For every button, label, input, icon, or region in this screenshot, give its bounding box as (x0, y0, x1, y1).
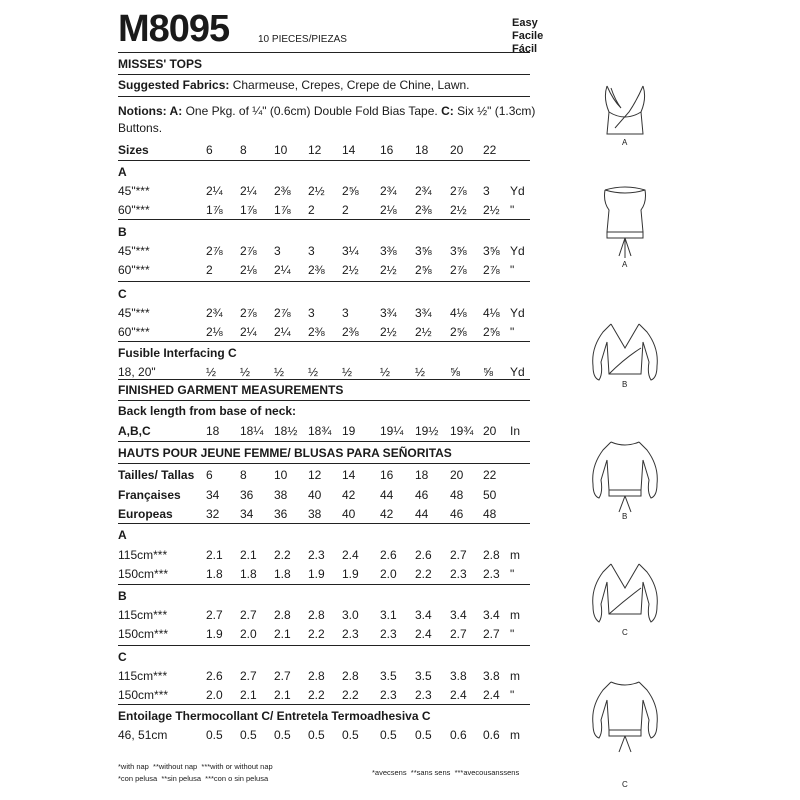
table-cell: 6 (206, 143, 213, 157)
table-cell: 2.1 (274, 688, 291, 702)
table-cell: 8 (240, 468, 247, 482)
table-row (118, 589, 538, 604)
table-cell: 19 (342, 424, 356, 438)
table-cell: 3.8 (450, 669, 467, 683)
notions-line2: Buttons. (118, 121, 163, 135)
unit-cell: Yd (510, 306, 525, 320)
table-cell: 2.8 (274, 608, 291, 622)
footnotes-en (118, 762, 273, 772)
back-length-label: Back length from base of neck: (118, 404, 297, 418)
table-cell: 2⅞ (206, 244, 223, 258)
row-label: B (118, 225, 127, 239)
table-cell: 18 (415, 143, 429, 157)
table-cell: 2.8 (483, 548, 500, 562)
page-title: MISSES' TOPS (118, 57, 202, 71)
notions (118, 104, 535, 118)
table-row (118, 244, 538, 259)
table-cell: ½ (240, 365, 251, 379)
row-label: 60"*** (118, 325, 150, 339)
table-row (118, 608, 538, 623)
table-cell: 6 (206, 468, 213, 482)
row-label: 115cm*** (118, 548, 168, 562)
table-row (118, 709, 538, 724)
row-label: 60"*** (118, 263, 150, 277)
notions-c-label: C: (441, 104, 454, 118)
view-b-back-illustration (585, 436, 665, 520)
unit-cell: " (510, 263, 515, 277)
table-cell: 1.9 (206, 627, 223, 641)
table-cell: 2½ (308, 184, 325, 198)
table-cell: 2½ (450, 203, 467, 217)
table-row (118, 468, 538, 483)
table-cell: 3.0 (342, 608, 359, 622)
table-cell: 40 (342, 507, 356, 521)
row-label: 150cm*** (118, 688, 169, 702)
table-divider (118, 584, 530, 585)
table-cell: 48 (483, 507, 497, 521)
table-cell: 2½ (342, 263, 359, 277)
table-cell: 2⅞ (483, 263, 500, 277)
table-cell: 2¼ (274, 263, 291, 277)
table-cell: 3.5 (380, 669, 397, 683)
footnote-fr-2: **sans sens (410, 768, 451, 777)
table-cell: 2⅞ (240, 306, 257, 320)
table-cell: 14 (342, 143, 356, 157)
table-cell: ½ (415, 365, 426, 379)
unit-cell: Yd (510, 365, 525, 379)
table-cell: 2¼ (240, 325, 257, 339)
table-cell: 2.3 (483, 567, 500, 581)
table-cell: 0.5 (274, 728, 291, 742)
table-row (118, 165, 538, 180)
row-label: Tailles/ Tallas (118, 468, 195, 482)
table-cell: 2.4 (342, 548, 359, 562)
row-label: 45"*** (118, 184, 150, 198)
table-cell: 2⅞ (240, 244, 257, 258)
table-cell: 2⅝ (342, 184, 359, 198)
footnote-fr-1: *avecsens (372, 768, 407, 777)
table-cell: 3⅝ (450, 244, 467, 258)
table-cell: 2½ (380, 325, 397, 339)
table-row (118, 143, 538, 158)
table-cell: 3.5 (415, 669, 432, 683)
table-cell: 2⅝ (450, 325, 467, 339)
table-row (118, 650, 538, 665)
table-cell: 0.5 (206, 728, 223, 742)
table-cell: 3⅜ (380, 244, 397, 258)
unit-cell: m (510, 669, 520, 683)
unit-cell: In (510, 424, 521, 438)
table-cell: 3¾ (380, 306, 397, 320)
table-cell: 44 (415, 507, 429, 521)
table-cell: 12 (308, 143, 322, 157)
table-cell: 42 (380, 507, 394, 521)
table-cell: 3.4 (450, 608, 467, 622)
unit-cell: " (510, 203, 515, 217)
table-cell: 3¾ (415, 306, 432, 320)
table-cell: 2⅜ (308, 325, 325, 339)
table-row (118, 424, 538, 439)
table-cell: 0.5 (415, 728, 432, 742)
table-cell: 12 (308, 468, 322, 482)
table-cell: 3.8 (483, 669, 500, 683)
table-cell: 18½ (274, 424, 298, 438)
table-cell: 3 (274, 244, 281, 258)
table-cell: 2⅞ (274, 306, 291, 320)
table-cell: 1.9 (308, 567, 325, 581)
table-cell: 1.8 (240, 567, 257, 581)
table-cell: 2.0 (240, 627, 257, 641)
table-cell: 3 (308, 306, 315, 320)
table-cell: ½ (380, 365, 391, 379)
table-cell: ⅝ (483, 365, 494, 379)
table-cell: 18¼ (240, 424, 264, 438)
view-a-back-illustration (585, 180, 665, 270)
table-cell: 34 (206, 488, 220, 502)
table-cell: 2.4 (415, 627, 432, 641)
table-cell: 0.5 (308, 728, 325, 742)
table-cell: 4⅛ (483, 306, 500, 320)
table-cell: 2.2 (308, 627, 325, 641)
row-label: Françaises (118, 488, 181, 502)
footnote-fr-3: ***avecousanssens (454, 768, 520, 777)
table-cell: 46 (415, 488, 429, 502)
table-cell: 2.7 (274, 669, 291, 683)
view-label-3: B (622, 380, 628, 389)
table-cell: 2.7 (206, 608, 223, 622)
table-cell: 3 (308, 244, 315, 258)
table-cell: 3⅝ (415, 244, 432, 258)
table-cell: 2¾ (206, 306, 223, 320)
table-cell: 2⅝ (415, 263, 432, 277)
row-label: Europeas (118, 507, 173, 521)
table-cell: ½ (308, 365, 319, 379)
table-cell: 2.3 (342, 627, 359, 641)
footnote-es-2: **sin pelusa (161, 774, 201, 783)
table-divider (118, 160, 530, 161)
table-cell: 2.2 (274, 548, 291, 562)
table-cell: ½ (342, 365, 353, 379)
table-cell: 2½ (483, 203, 500, 217)
row-label: 45"*** (118, 244, 150, 258)
row-label: 18, 20" (118, 365, 156, 379)
table-cell: 1.8 (206, 567, 223, 581)
table-cell: 2.8 (308, 608, 325, 622)
row-label: 150cm*** (118, 567, 169, 581)
table-row (118, 567, 538, 582)
notions-label: Notions: A: (118, 104, 183, 118)
unit-cell: " (510, 567, 515, 581)
table-cell: 40 (308, 488, 322, 502)
table-cell: 2¾ (415, 184, 432, 198)
table-cell: ⅝ (450, 365, 461, 379)
table-cell: 2⅞ (450, 263, 467, 277)
table-cell: 2⅜ (415, 203, 432, 217)
table-row (118, 203, 538, 218)
difficulty-en: Easy (512, 17, 538, 29)
row-label: Fusible Interfacing C (118, 346, 237, 360)
table-cell: 2.2 (415, 567, 432, 581)
table-cell: 2.6 (380, 548, 397, 562)
table-cell: 2.0 (380, 567, 397, 581)
table-row (118, 488, 538, 503)
table-cell: 36 (274, 507, 288, 521)
unit-cell: m (510, 548, 520, 562)
notions-c-text: Six ½" (1.3cm) (457, 104, 536, 118)
table-cell: 34 (240, 507, 254, 521)
table-cell: 2⅛ (240, 263, 257, 277)
table-cell: 1⅞ (240, 203, 257, 217)
table-cell: 3.1 (380, 608, 397, 622)
view-label-5: C (622, 628, 628, 637)
table-cell: 2⅛ (380, 203, 397, 217)
table-cell: 2.2 (342, 688, 359, 702)
unit-cell: Yd (510, 244, 525, 258)
view-label-1: A (622, 138, 628, 147)
row-label: C (118, 287, 127, 301)
table-row (118, 365, 538, 380)
view-label-6: C (622, 780, 628, 789)
table-cell: 2.4 (450, 688, 467, 702)
table-row (118, 346, 538, 361)
table-cell: 2.7 (240, 669, 257, 683)
table-row (118, 306, 538, 321)
unit-cell: m (510, 728, 520, 742)
table-cell: 2 (308, 203, 315, 217)
table-row (118, 548, 538, 563)
table-cell: 3 (342, 306, 349, 320)
table-row (118, 627, 538, 642)
table-cell: 2 (342, 203, 349, 217)
pieces-count: 10 PIECES/PIEZAS (258, 34, 347, 45)
table-divider (118, 523, 530, 524)
table-cell: 2.3 (415, 688, 432, 702)
row-label: A (118, 165, 127, 179)
table-cell: 18 (206, 424, 220, 438)
table-cell: 16 (380, 143, 394, 157)
table-cell: 2 (206, 263, 213, 277)
row-label: 150cm*** (118, 627, 169, 641)
table-cell: 10 (274, 468, 288, 482)
table-cell: 3.4 (483, 608, 500, 622)
table-cell: 2⅛ (206, 325, 223, 339)
footnote-en-1: *with nap (118, 762, 149, 771)
table-cell: 1.8 (274, 567, 291, 581)
table-cell: 3⅝ (483, 244, 500, 258)
table-cell: 19½ (415, 424, 439, 438)
table-cell: 2¼ (274, 325, 291, 339)
table-cell: 2⅜ (342, 325, 359, 339)
view-label-4: B (622, 512, 628, 521)
table-cell: 2½ (380, 263, 397, 277)
table-cell: 1⅞ (206, 203, 223, 217)
unit-cell: " (510, 627, 515, 641)
table-cell: 42 (342, 488, 356, 502)
table-cell: 8 (240, 143, 247, 157)
table-row (118, 528, 538, 543)
table-cell: 48 (450, 488, 464, 502)
table-cell: 19¾ (450, 424, 474, 438)
table-cell: 2.2 (308, 688, 325, 702)
row-label: Sizes (118, 143, 149, 157)
table-row (118, 688, 538, 703)
table-cell: 20 (450, 468, 464, 482)
view-c-back-illustration (585, 676, 665, 766)
footnotes-es (118, 774, 268, 784)
footnote-en-2: **without nap (153, 762, 198, 771)
footnotes-fr (372, 768, 519, 778)
table-divider (118, 379, 530, 380)
table-cell: 4⅛ (450, 306, 467, 320)
table-cell: 2.1 (206, 548, 223, 562)
table-cell: ½ (206, 365, 217, 379)
table-cell: 3.4 (415, 608, 432, 622)
table-cell: 2.3 (380, 688, 397, 702)
table-cell: 2¼ (240, 184, 257, 198)
table-row (118, 325, 538, 340)
unit-cell: " (510, 325, 515, 339)
view-label-2: A (622, 260, 628, 269)
footnote-es-3: ***con o sin pelusa (205, 774, 269, 783)
row-label: 60"*** (118, 203, 150, 217)
table-cell: 2⅞ (450, 184, 467, 198)
table-cell: 2.4 (483, 688, 500, 702)
table-cell: 2.6 (206, 669, 223, 683)
row-label: C (118, 650, 127, 664)
table-cell: 38 (308, 507, 322, 521)
table-cell: 2.8 (308, 669, 325, 683)
table-cell: 32 (206, 507, 220, 521)
table-cell: 2.1 (240, 688, 257, 702)
table-cell: 2.7 (450, 548, 467, 562)
unit-cell: m (510, 608, 520, 622)
table-cell: 2.8 (342, 669, 359, 683)
row-label: Entoilage Thermocollant C/ Entretela Termoadhesiva C (118, 709, 431, 723)
unit-cell: Yd (510, 184, 525, 198)
table-row (118, 669, 538, 684)
table-cell: 46 (450, 507, 464, 521)
table-cell: 16 (380, 468, 394, 482)
table-cell: 1.9 (342, 567, 359, 581)
notions-text: One Pkg. of ¼" (0.6cm) Double Fold Bias Tape. (185, 104, 438, 118)
table-row (118, 225, 538, 240)
french-heading: HAUTS POUR JEUNE FEMME/ BLUSAS PARA SEÑORITAS (118, 446, 452, 460)
table-cell: 2.7 (240, 608, 257, 622)
table-cell: 1⅞ (274, 203, 291, 217)
table-cell: 0.5 (342, 728, 359, 742)
table-cell: 0.5 (240, 728, 257, 742)
finished-heading: FINISHED GARMENT MEASUREMENTS (118, 383, 344, 397)
difficulty-es: Fácil (512, 43, 538, 55)
table-cell: 3 (483, 184, 490, 198)
table-cell: 2.7 (450, 627, 467, 641)
table-cell: 2.7 (483, 627, 500, 641)
table-divider (118, 400, 530, 401)
table-cell: 19¼ (380, 424, 404, 438)
table-cell: 0.5 (380, 728, 397, 742)
row-label: A (118, 528, 127, 542)
table-cell: 3¼ (342, 244, 359, 258)
fabrics-text: Charmeuse, Crepes, Crepe de Chine, Lawn. (232, 78, 470, 92)
table-divider (118, 463, 530, 464)
table-divider (118, 704, 530, 705)
table-cell: 0.6 (450, 728, 467, 742)
table-divider (118, 645, 530, 646)
table-row (118, 287, 538, 302)
table-cell: 2⅝ (483, 325, 500, 339)
table-cell: 38 (274, 488, 288, 502)
view-c-front-illustration (585, 558, 665, 632)
row-label: A,B,C (118, 424, 151, 438)
table-divider (118, 281, 530, 282)
row-label: 46, 51cm (118, 728, 168, 742)
table-cell: 2½ (415, 325, 432, 339)
table-cell: 2.3 (450, 567, 467, 581)
unit-cell: " (510, 688, 515, 702)
row-label: 115cm*** (118, 669, 168, 683)
table-cell: 44 (380, 488, 394, 502)
table-cell: 18 (415, 468, 429, 482)
fabrics-label: Suggested Fabrics: (118, 78, 230, 92)
table-row (118, 728, 538, 743)
table-cell: ½ (274, 365, 285, 379)
table-row (118, 184, 538, 199)
table-cell: 20 (450, 143, 464, 157)
table-cell: 2⅜ (274, 184, 291, 198)
table-cell: 50 (483, 488, 497, 502)
row-label: 45"*** (118, 306, 150, 320)
table-cell: 2.1 (274, 627, 291, 641)
table-cell: 2¼ (206, 184, 223, 198)
pattern-number: M8095 (118, 8, 230, 50)
table-cell: 2.3 (308, 548, 325, 562)
table-cell: 2¾ (380, 184, 397, 198)
suggested-fabrics (118, 78, 470, 92)
row-label: B (118, 589, 127, 603)
table-divider (118, 341, 530, 342)
table-cell: 10 (274, 143, 288, 157)
table-cell: 2.6 (415, 548, 432, 562)
table-cell: 2⅜ (308, 263, 325, 277)
row-label: 115cm*** (118, 608, 168, 622)
table-cell: 18¾ (308, 424, 332, 438)
table-cell: 22 (483, 143, 497, 157)
table-row (118, 507, 538, 522)
table-cell: 22 (483, 468, 497, 482)
footnote-en-3: ***with or without nap (201, 762, 273, 771)
table-cell: 2.1 (240, 548, 257, 562)
footnote-es-1: *con pelusa (118, 774, 158, 783)
table-cell: 14 (342, 468, 356, 482)
table-cell: 2.3 (380, 627, 397, 641)
table-divider (118, 441, 530, 442)
difficulty-fr: Facile (512, 30, 544, 42)
table-cell: 20 (483, 424, 497, 438)
table-cell: 36 (240, 488, 254, 502)
table-cell: 2.0 (206, 688, 223, 702)
table-cell: 0.6 (483, 728, 500, 742)
table-row (118, 263, 538, 278)
table-divider (118, 219, 530, 220)
